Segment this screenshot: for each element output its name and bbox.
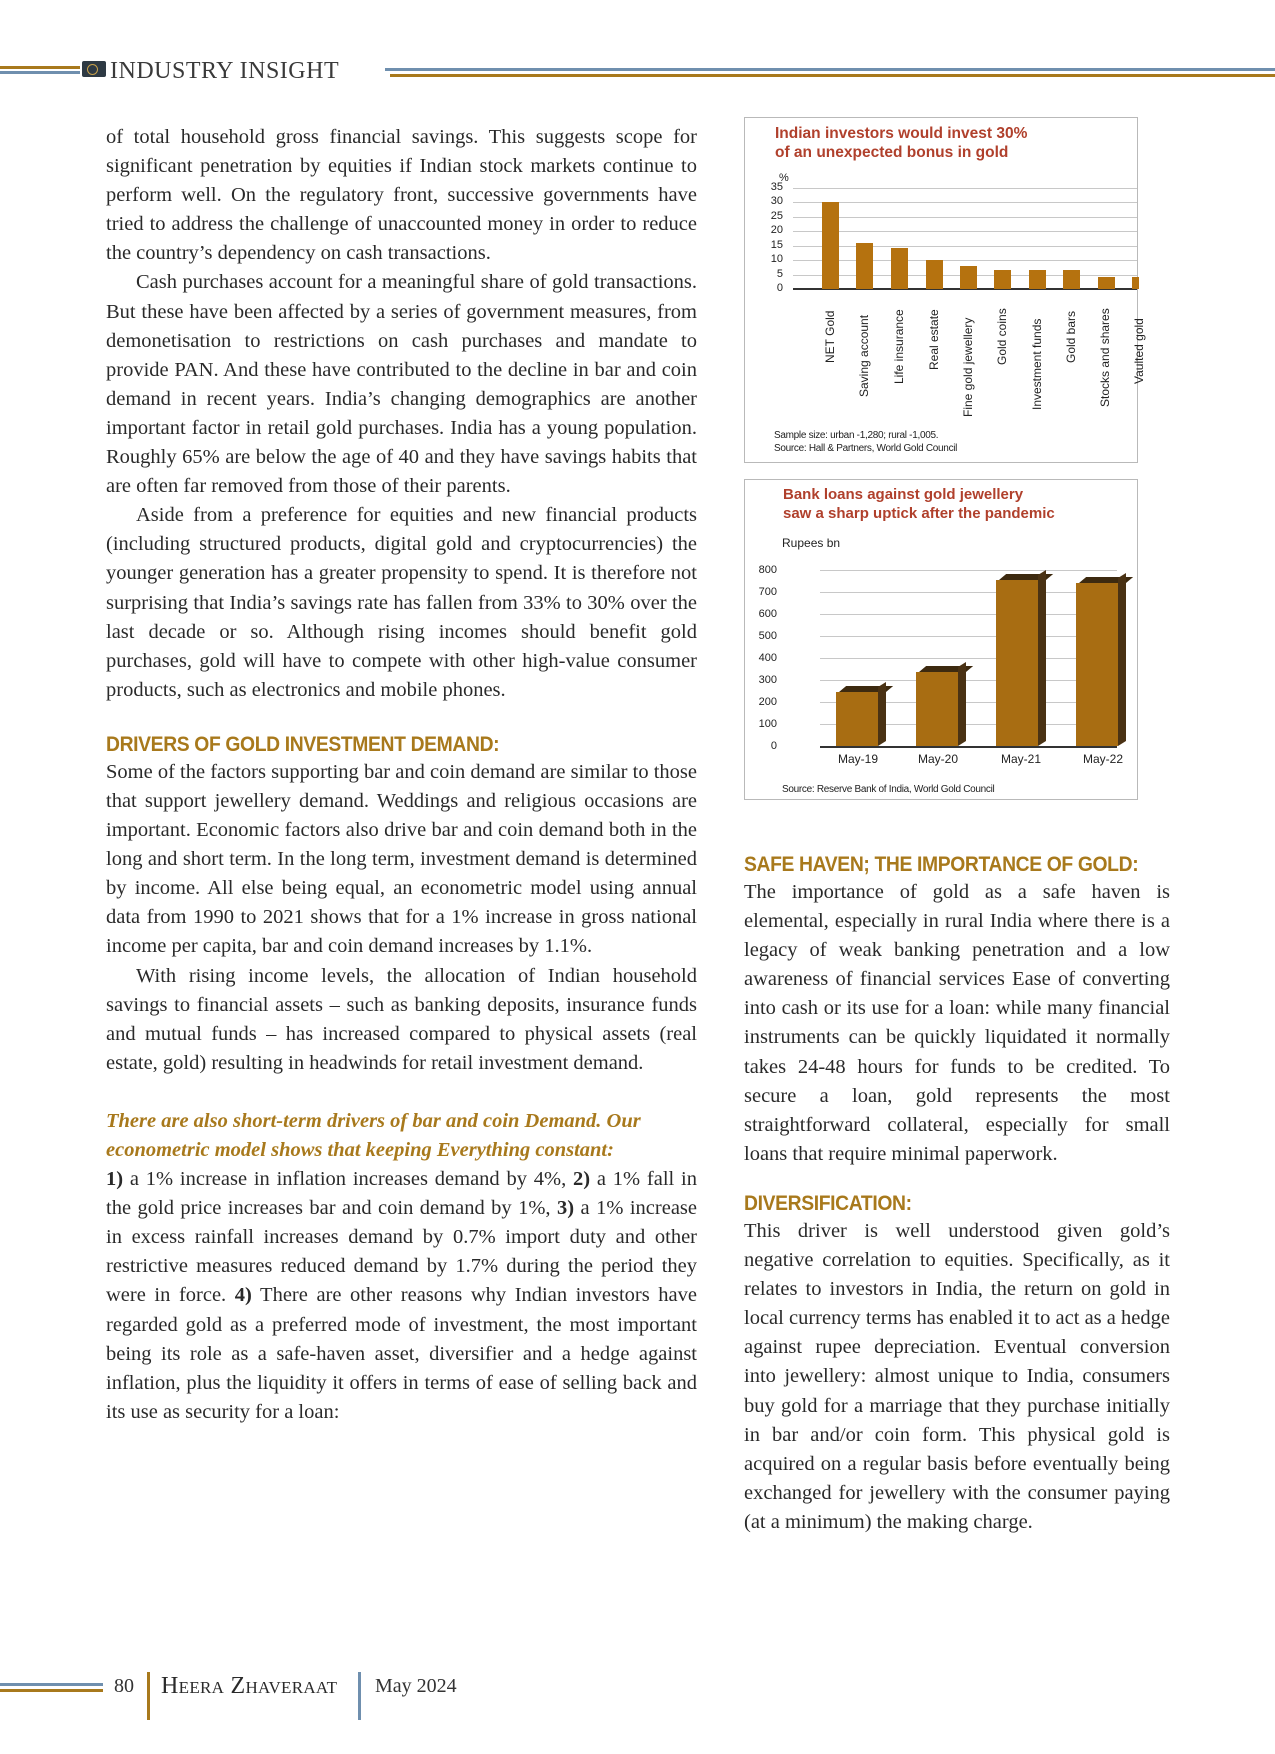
gridline <box>793 217 1137 218</box>
chart-title-line: Bank loans against gold jewellery <box>783 486 1024 503</box>
gridline <box>820 636 1117 637</box>
y-axis-unit: % <box>779 172 789 184</box>
chart-bank-loans <box>744 479 1138 800</box>
x-label: Life insurance <box>892 309 906 384</box>
y-tick: 25 <box>770 210 783 222</box>
paragraph: Cash purchases account for a meaningful share of gold transactions. But these have been affected by a series of government measures, from demonetisation to restrictions on cash purchases and mandate to provide PAN. And these have contributed to the decline in bar and coin demand in recent years. India’s changing demographics are another important factor in retail gold purchases. India has a young population. Roughly 65% are below the age of 40 and they have savings habits that are often far removed from those of their parents. <box>106 271 697 498</box>
x-label: May-22 <box>1082 752 1123 766</box>
y-tick: 0 <box>770 740 777 752</box>
y-tick: 800 <box>758 564 777 576</box>
x-label: May-20 <box>917 752 958 766</box>
gridline <box>793 231 1137 232</box>
chart-note <box>774 429 957 455</box>
bar-saving-account <box>856 243 873 289</box>
y-tick: 600 <box>758 608 777 620</box>
x-label: May-21 <box>1000 752 1041 766</box>
gridline <box>820 614 1117 615</box>
y-tick: 700 <box>758 586 777 598</box>
paragraph: Some of the factors supporting bar and coin demand are similar to those that support jewellery demand. Weddings and religious occasions are important. Economic factors also drive bar and coin demand both in the long and short term. In the long term, investment demand is determined by income. All else being equal, an econometric model using annual data from 1990 to 2021 shows that for a 1% increase in gross national income per capita, bar and coin demand increases by 1.1%. <box>106 760 697 958</box>
x-label: Stocks and shares <box>1098 308 1112 407</box>
section-heading-safe-haven: SAFE HAVEN; THE IMPORTANCE OF GOLD: <box>744 853 1139 876</box>
list-number: 3) <box>557 1197 575 1220</box>
list-text: a 1% increase in excess rainfall increases demand by 0.7% import duty and other restrictive measures reduced demand by 1.7% during the period they were in force. <box>106 1197 697 1307</box>
chart-title-line: of an unexpected bonus in gold <box>775 144 1009 161</box>
x-label: Fine gold jewellery <box>961 317 975 417</box>
chart-bonus-investment <box>744 117 1146 463</box>
left-column <box>106 123 697 1427</box>
bar-may-22 <box>1076 583 1118 746</box>
bar-may-19 <box>836 692 878 746</box>
list-text: a 1% increase in inflation increases demand by 4%, <box>123 1168 574 1191</box>
list-text: There are other reasons why Indian investors have regarded gold as a preferred mode of investment, the most important being its role as a safe-haven asset, diversifier and a hedge against inflation, plus the liquidity it offers in terms of ease of selling back and its use as security for a loan: <box>106 1284 697 1423</box>
y-tick: 0 <box>776 282 783 294</box>
bar-gold-coins <box>994 270 1011 289</box>
paragraph: This driver is well understood given gold’s negative correlation to equities. Specifically, as it relates to investors in India, the return on gold in local currency terms has enabled it to act as a hedge against rupee depreciation. Eventual conversion into jewellery: almost unique to India, consumers buy gold for a marriage that they purchase initially in bar and/or coin form. This physical gold is acquired on a regular basis before eventually being exchanged for jewellery with the consumer paying (at a minimum) the making charge. <box>744 1219 1170 1533</box>
footer-rule-gold <box>0 1689 103 1692</box>
list-text: a 1% fall in the gold price increases bar and coin demand by 1%, <box>106 1168 697 1220</box>
list-number: 2) <box>573 1168 591 1191</box>
header-rule-gold <box>0 66 80 69</box>
gridline <box>793 260 1137 261</box>
italic-lead-paragraph: There are also short-term drivers of bar and coin Demand. Our econometric model shows that keeping Everything constant: <box>106 1109 641 1161</box>
y-tick: 35 <box>770 181 783 193</box>
magazine-logo-icon <box>82 61 106 77</box>
bar-fine-gold-jewellery <box>960 266 977 289</box>
chart-title-line: Indian investors would invest 30% <box>775 125 1028 142</box>
x-label: Vaulted gold <box>1132 318 1146 384</box>
x-label: Investment funds <box>1030 318 1044 410</box>
list-number: 4) <box>234 1284 252 1307</box>
source-note: Source: Hall & Partners, World Gold Council <box>774 443 958 454</box>
bar-investment-funds <box>1029 270 1046 289</box>
bar-gold-bars <box>1063 270 1080 289</box>
y-tick: 10 <box>770 253 783 265</box>
bar-life-insurance <box>891 248 908 289</box>
page-number: 80 <box>114 1675 134 1697</box>
bar-vaulted-gold <box>1132 277 1139 289</box>
y-tick: 200 <box>758 696 777 708</box>
numbered-drivers-paragraph <box>106 1165 697 1427</box>
y-tick: 500 <box>758 630 777 642</box>
x-axis <box>820 746 1117 748</box>
gridline <box>793 202 1137 203</box>
gridline <box>820 592 1117 593</box>
x-label: Gold bars <box>1064 310 1078 363</box>
bar-may-20 <box>916 672 958 746</box>
x-label: Saving account <box>857 314 871 397</box>
y-tick: 5 <box>776 268 783 280</box>
y-tick: 30 <box>770 195 783 207</box>
bar-may-21 <box>996 580 1038 746</box>
header-rule-blue <box>0 71 80 74</box>
magazine-name: Heera Zhaveraat <box>161 1673 338 1699</box>
gridline <box>820 570 1117 571</box>
sample-size-note: Sample size: urban -1,280; rural -1,005. <box>774 430 939 441</box>
x-label: May-19 <box>837 752 878 766</box>
bar-real-estate <box>926 260 943 289</box>
header-rule-blue-right <box>385 68 1275 71</box>
list-number: 1) <box>106 1168 124 1191</box>
chart-title <box>775 124 1027 162</box>
x-label: Real estate <box>927 309 941 370</box>
bar-net-gold <box>822 202 839 289</box>
header-rule-gold-right <box>390 74 1275 77</box>
paragraph: Aside from a preference for equities and new financial products (including structured products, digital gold and cryptocurrencies) the younger generation has a greater propensity to spend. It is therefore not surprising that India’s savings rate has fallen from 33% to 30% over the last decade or so. Although rising incomes should benefit gold purchases, gold will have to compete with other high-value consumer products, such as electronics and mobile phones. <box>106 504 697 701</box>
y-axis-unit: Rupees bn <box>782 536 841 550</box>
footer-divider-blue <box>358 1672 361 1720</box>
bar-stocks-and-shares <box>1098 277 1115 289</box>
issue-date: May 2024 <box>375 1675 457 1697</box>
section-heading-drivers: DRIVERS OF GOLD INVESTMENT DEMAND: <box>106 732 500 756</box>
gridline <box>820 658 1117 659</box>
gridline <box>793 188 1137 189</box>
paragraph: of total household gross financial savings. This suggests scope for significant penetration by equities if Indian stock markets continue to perform well. On the regulatory front, successive governments have tried to address the challenge of unaccounted money in order to reduce the country’s dependency on cash transactions. <box>106 126 697 265</box>
source-note: Source: Reserve Bank of India, World Gold Council <box>782 784 995 795</box>
x-label: Gold coins <box>995 308 1009 365</box>
gridline <box>793 246 1137 247</box>
paragraph: The importance of gold as a safe haven is elemental, especially in rural India where there is a legacy of weak banking penetration and a low awareness of financial services Ease of converting into cash or its use for a loan: while many financial instruments can be quickly liquidated it normally takes 24-48 hours for funds to be credited. To secure a loan, gold represents the most straightforward collateral, especially for small loans that require minimal paperwork. <box>744 881 1170 1165</box>
y-tick: 15 <box>770 239 783 251</box>
right-column <box>744 852 1170 1537</box>
section-title: INDUSTRY INSIGHT <box>110 58 340 84</box>
y-tick: 400 <box>758 652 777 664</box>
y-tick: 100 <box>758 718 777 730</box>
y-tick: 300 <box>758 674 777 686</box>
footer-divider-gold <box>147 1672 150 1720</box>
section-heading-diversification: DIVERSIFICATION: <box>744 1191 912 1215</box>
x-label: NET Gold <box>823 310 837 363</box>
footer-rule-blue <box>0 1683 103 1686</box>
chart-title <box>783 485 1055 523</box>
y-tick: 20 <box>770 224 783 236</box>
gridline <box>820 680 1117 681</box>
paragraph: With rising income levels, the allocation of Indian household savings to financial assets – such as banking deposits, insurance funds and mutual funds – has increased compared to physical assets (real estate, gold) resulting in headwinds for retail investment demand. <box>106 964 697 1074</box>
chart-title-line: saw a sharp uptick after the pandemic <box>783 505 1055 522</box>
